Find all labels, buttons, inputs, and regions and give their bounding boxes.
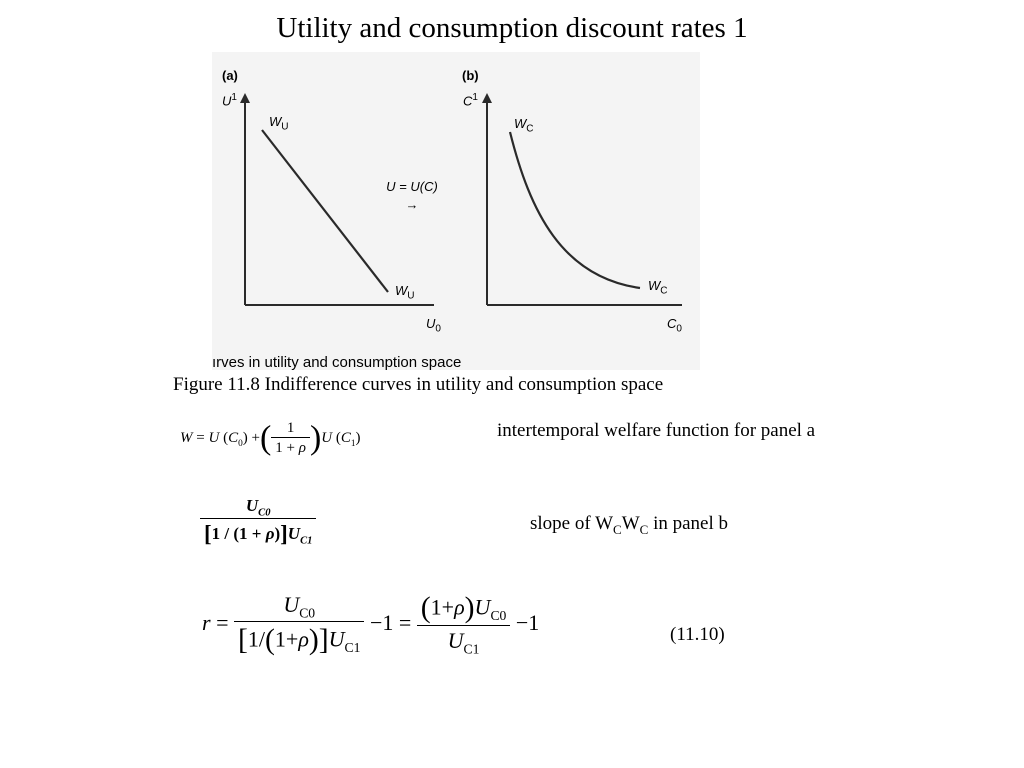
panel-a-x-label: $U_0$ — [426, 316, 441, 335]
right-arrow-icon: → — [405, 197, 419, 212]
welfare-equation: W = U $(C_0)$ +( $\frac{1}{1 + \rho}$ )U $(C_1)$ — [180, 419, 361, 457]
slope-note: slope of $W_CW_C$ in panel b — [530, 513, 728, 537]
panel-a-curve-label-top: $W_U$ — [269, 114, 289, 133]
slope-equation: $\frac{U_{C0}}{[1 / (1 + \rho)]U_{C1}}$ — [200, 496, 316, 547]
panel-a-curve-label-bottom: $W_U$ — [395, 283, 415, 302]
panel-a-y-label: $U^1$ — [222, 92, 237, 109]
panel-b-wc-curve — [510, 132, 640, 288]
mapping-annotation — [382, 178, 442, 214]
discount-rate-equation: r = $\frac{U_{C0}}{[1/(1+\rho)]U_{C1}}$ −1 = $\frac{(1+\rho)U_{C0}}{U_{C1}}$ −1 — [202, 592, 540, 657]
equation-number: (11.10) — [670, 624, 725, 645]
mapping-formula: U = U(C) — [386, 179, 438, 194]
panel-a-wu-line — [262, 130, 388, 292]
indifference-curves-diagram — [212, 52, 700, 370]
figure-strip-caption: ırves in utility and consumption space — [212, 354, 462, 370]
panel-b-curve-label-top: $W_C$ — [514, 116, 534, 135]
slide-title: Utility and consumption discount rates 1 — [276, 12, 748, 44]
panel-a-letter: (a) — [222, 68, 238, 83]
welfare-note: intertemporal welfare function for panel a — [497, 420, 816, 441]
panel-b-curve-label-bottom: $W_C$ — [648, 278, 668, 297]
figure-caption: Figure 11.8 Indifference curves in utility and consumption space — [173, 374, 664, 395]
panel-b-x-label: $C_0$ — [667, 316, 682, 335]
panel-b-letter: (b) — [462, 68, 479, 83]
figure-image — [212, 52, 700, 370]
panel-b-y-label: $C^1$ — [463, 92, 478, 109]
